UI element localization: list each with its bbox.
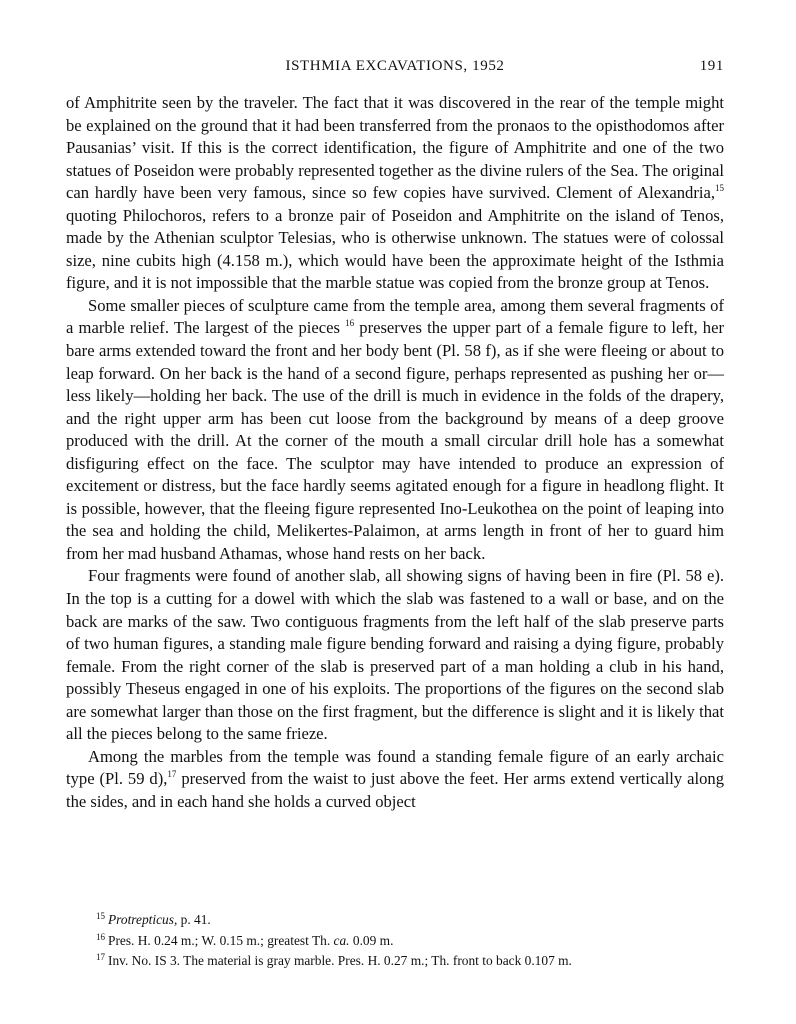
footnote-number: 16 <box>96 931 105 942</box>
footnote-15 <box>96 908 736 929</box>
footnotes <box>96 908 736 970</box>
footnote-16-text-2: 0.09 m. <box>349 932 394 948</box>
paragraph-2-text-1: Some smaller pieces of sculpture came from the temple area, among them several fragments of a marble relief. The largest of the pieces <box>66 295 724 338</box>
footnote-16-circa: ca. <box>333 932 350 948</box>
footnote-15-title: Protrepticus <box>108 912 174 927</box>
paragraph-3 <box>66 565 724 745</box>
footnote-17 <box>96 949 736 970</box>
paragraph-1-text-1: of Amphitrite seen by the traveler. The fact that it was discovered in the rear of the temple might be explained on the ground that it had been transferred from the pronaos to the opisthodomos after Pausanias’ visit. If this is the correct identification, the figure of Amphitrite and one of the two statues of Poseidon were probably represented together as the divine rulers of the Sea. The original can hardly have been very famous, since so few copies have survived. Clement of Alexandria, <box>66 93 724 203</box>
paragraph-2-text-2: preserves the upper part of a female figure to left, her bare arms extended toward the front and her body bent (Pl. 58 f), as if she were fleeing or about to leap forward. On her back is the hand of a second figure, perhaps represented as pushing her or—less likely—holding her back. The use of the drill is much in evidence in the folds of the drapery, and the right upper arm has been cut loose from the background by means of a deep groove produced with the drill. At the corner of the mouth a small circular drill hole has a somewhat disfiguring effect on the face. The sculptor may have intended to produce an expression of excitement or distress, but the face hardly seems agitated enough for a figure in headlong flight. It is possible, however, that the fleeing figure represented Ino-Leukothea on the point of leaping into the sea and holding the child, Melikertes-Palaimon, at arms length in front of her to guard him from her mad husband Athamas, whose hand rests on her back. <box>66 318 724 563</box>
body-text <box>66 92 724 814</box>
paragraph-4-text-1: Among the marbles from the temple was found a standing female figure of an early archaic type (Pl. 59 d), <box>66 746 724 789</box>
page-number: 191 <box>699 58 724 74</box>
footnote-17-text: Inv. No. IS 3. The material is gray marble. Pres. H. 0.27 m.; Th. front to back 0.107 m. <box>108 953 572 968</box>
footnote-ref-17[interactable]: 17 <box>167 769 177 780</box>
footnote-number: 17 <box>96 952 105 962</box>
footnote-15-text: , p. 41. <box>173 912 211 927</box>
footnote-ref-16[interactable]: 16 <box>345 318 355 329</box>
footnote-ref-15[interactable]: 15 <box>715 183 724 194</box>
paragraph-3-text: Four fragments were found of another slab, all showing signs of having been in fire (Pl. 58 e). In the top is a cutting for a dowel with which the slab was fastened to a wall or base, and on the back are marks of the saw. Two contiguous fragments from the left half of the slab preserve parts of two human figures, a standing male figure bending forward and raising a dying figure, probably female. From the right corner of the slab is preserved part of a man holding a club in his hand, possibly Theseus engaged in one of his exploits. The proportions of the figures on the second slab are somewhat larger than those on the first fragment, but the difference is slight and it is likely that all the pieces belong to the same frieze. <box>66 566 724 744</box>
paragraph-1-text-2: quoting Philochoros, refers to a bronze pair of Poseidon and Amphitrite on the island of Tenos, made by the Athenian sculptor Telesias, who is otherwise unknown. The statues were of colossal size, nine cubits high (4.158 m.), which would have been the approximate height of the Isthmia figure, and it is not impossible that the marble statue was copied from the bronze group at Tenos. <box>66 205 724 293</box>
running-head <box>66 58 724 80</box>
paragraph-2 <box>66 295 724 566</box>
paragraph-1 <box>66 92 724 295</box>
running-title: ISTHMIA EXCAVATIONS, 1952 <box>285 58 505 74</box>
footnote-16-text-1: Pres. H. 0.24 m.; W. 0.15 m.; greatest Th. <box>108 932 334 948</box>
footnote-16 <box>96 929 736 950</box>
footnote-number: 15 <box>96 911 105 921</box>
paragraph-4-text-2: preserved from the waist to just above the feet. Her arms extend vertically along the sides, and in each hand she holds a curved object <box>66 769 724 811</box>
paragraph-4 <box>66 746 724 814</box>
